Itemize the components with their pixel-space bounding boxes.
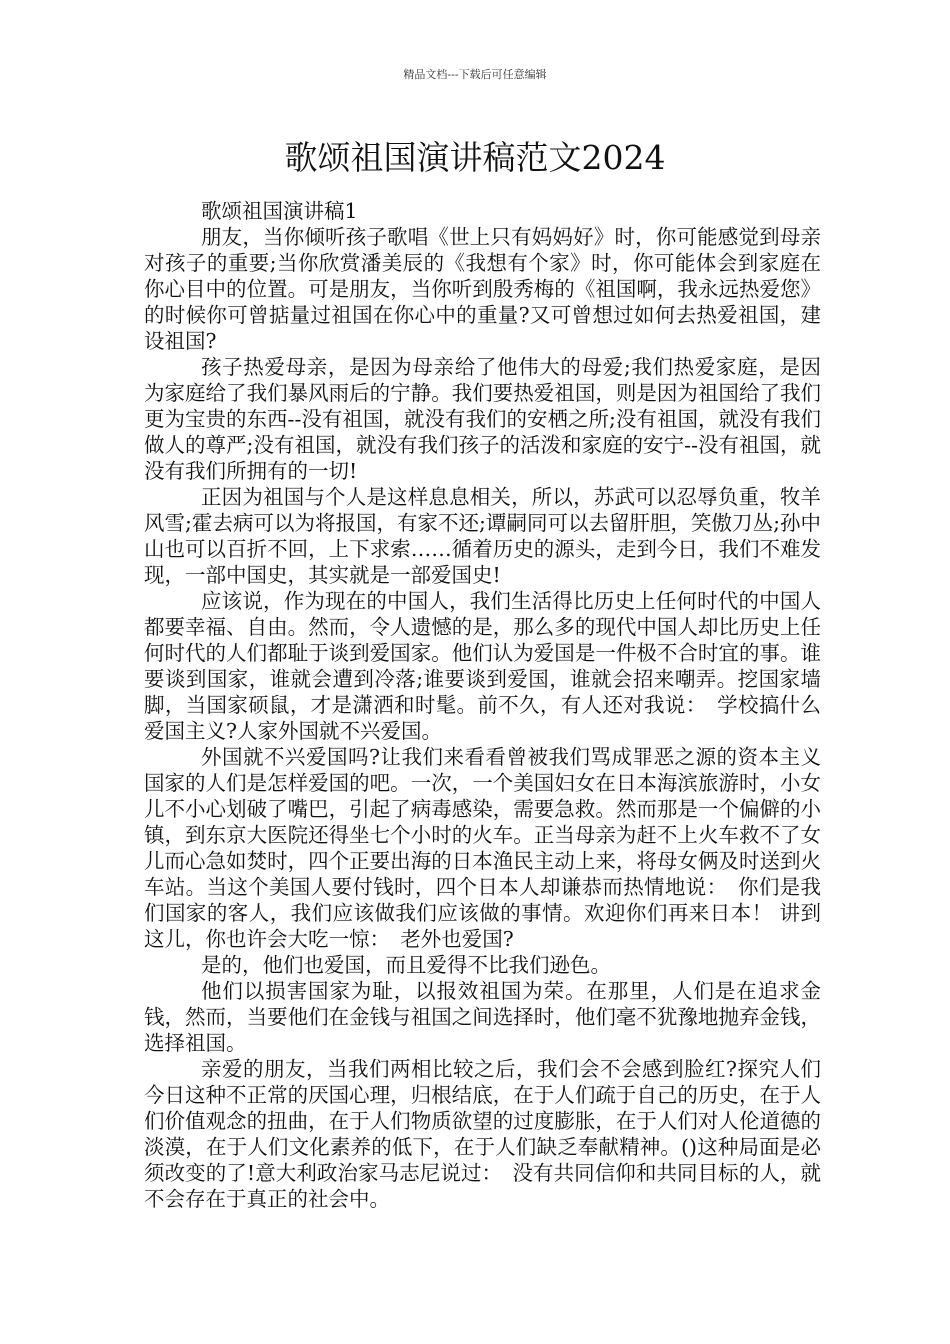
page-header: 精品文档---下载后可任意编辑: [403, 68, 547, 81]
paragraph-5: 外国就不兴爱国吗?让我们来看看曾被我们骂成罪恶之源的资本主义国家的人们是怎样爱国的吧。一次，一个美国妇女在日本海滨旅游时，小女儿不小心划破了嘴巴，引起了病毒感染，需要急救。然而那是一个偏僻的小镇，到东京大医院还得坐七个小时的火车。正当母亲为赶不上火车救不了女儿而心急如焚时，四个正要出海的日本渔民主动上来，将母女俩及时送到火车站。当这个美国人要付钱时，四个日本人却谦恭而热情地说： 你们是我们国家的客人，我们应该做我们应该做的事情。欢迎你们再来日本！ 讲到这儿，你也许会大吃一惊： 老外也爱国?: [144, 745, 821, 951]
document-body: [144, 198, 821, 1212]
section-subtitle: 歌颂祖国演讲稿1: [201, 199, 358, 223]
document-title: 歌颂祖国演讲稿范文2024: [284, 138, 666, 177]
paragraph-3: 正因为祖国与个人是这样息息相关，所以，苏武可以忍辱负重，牧羊风雪;霍去病可以为将报国，有家不还;谭嗣同可以去留肝胆，笑傲刀丛;孙中山也可以百折不回，上下求索……循着历史的源头，走到今日，我们不难发现，一部中国史，其实就是一部爱国史!: [144, 485, 821, 587]
paragraph-6: 是的，他们也爱国，而且爱得不比我们逊色。: [201, 953, 611, 977]
paragraph-7: 他们以损害国家为耻，以报效祖国为荣。在那里，人们是在追求金钱，然而，当要他们在金钱与祖国之间选择时，他们毫不犹豫地抛弃金钱，选择祖国。: [144, 979, 821, 1055]
paragraph-8: 亲爱的朋友，当我们两相比较之后，我们会不会感到脸红?探究人们今日这种不正常的厌国心理，归根结底，在于人们疏于自己的历史，在于人们价值观念的扭曲，在于人们物质欲望的过度膨胀，在于人们对人伦道德的淡漠，在于人们文化素养的低下，在于人们缺乏奉献精神。()这种局面是必须改变的了!意大利政治家马志尼说过： 没有共同信仰和共同目标的人，就不会存在于真正的社会中。: [144, 1057, 821, 1211]
paragraph-2: 孩子热爱母亲，是因为母亲给了他伟大的母爱;我们热爱家庭，是因为家庭给了我们暴风雨后的宁静。我们要热爱祖国，则是因为祖国给了我们更为宝贵的东西--没有祖国，就没有我们的安栖之所;没有祖国，就没有我们做人的尊严;没有祖国，就没有我们孩子的活泼和家庭的安宁--没有祖国，就没有我们所拥有的一切!: [144, 355, 821, 483]
paragraph-1: 朋友，当你倾听孩子歌唱《世上只有妈妈好》时，你可能感觉到母亲对孩子的重要;当你欣赏潘美辰的《我想有个家》时，你可能体会到家庭在你心目中的位置。可是朋友，当你听到殷秀梅的《祖国啊，我永远热爱您》的时候你可曾掂量过祖国在你心中的重量?又可曾想过如何去热爱祖国，建设祖国?: [144, 225, 821, 353]
paragraph-4: 应该说，作为现在的中国人，我们生活得比历史上任何时代的中国人都要幸福、自由。然而，令人遗憾的是，那么多的现代中国人却比历史上任何时代的人们都耻于谈到爱国家。他们认为爱国是一件极不合时宜的事。谁要谈到国家，谁就会遭到冷落;谁要谈到爱国，谁就会招来嘲弄。挖国家墙脚，当国家硕鼠，才是潇洒和时髦。前不久，有人还对我说： 学校搞什么爱国主义?人家外国就不兴爱国。: [144, 589, 821, 743]
